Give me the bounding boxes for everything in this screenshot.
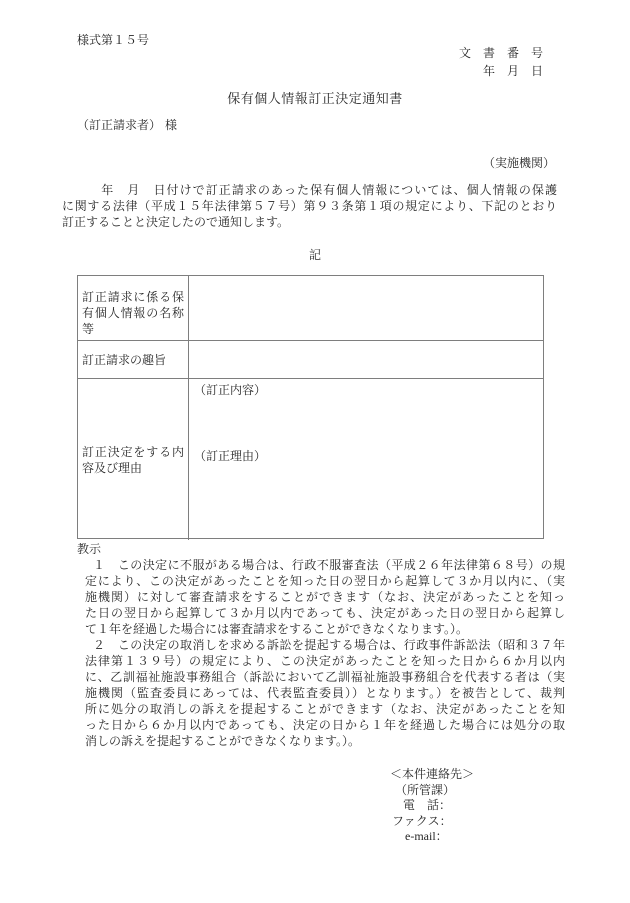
contact-department: （所管課）	[395, 782, 456, 797]
correction-content-label: （訂正内容）	[194, 383, 267, 397]
date-line: 年 月 日	[482, 64, 543, 78]
table-row1-value-cell	[189, 276, 543, 341]
document-number-block	[459, 44, 543, 80]
document-title: 保有個人情報訂正決定通知書	[227, 91, 403, 106]
table-row2-value-cell	[189, 341, 543, 379]
body-line: 年 月 日付けで訂正請求のあった保有個人情報については、個人情報の保護	[62, 183, 557, 197]
body-line: 訂正することと決定したので通知します。	[62, 215, 290, 229]
contact-fax-label: ファクス：	[392, 813, 452, 828]
body-paragraph	[62, 182, 557, 230]
form-number: 様式第１５号	[77, 33, 150, 47]
table-row3-value-cell	[189, 379, 543, 540]
record-marker: 記	[308, 248, 321, 262]
correction-reason-label: （訂正理由）	[194, 449, 267, 463]
table-row3-label: 訂正決定をする内 容及び理由	[78, 379, 189, 540]
issuer: （実施機関）	[482, 156, 555, 170]
addressee	[77, 116, 177, 133]
addressee-honorific: 様	[165, 118, 178, 132]
kyoji-item-1: １ この決定に不服がある場合は、行政不服審査法（平成２６年法律第６８号）の規 定により、この決定があったことを知った日の翌日から起算して３か月以内に、（実 施機関）に対して審査請求をすることができます（なお、決定があったことを知っ た日の翌日から起算して３か月以内であっても、決定があった日の翌日から起算し て１年を経過した場合には審査請求をすることができなくなります。）。	[85, 558, 565, 636]
contact-phone-label: 電 話：	[403, 798, 452, 812]
table-row2-label: 訂正請求の趣旨	[78, 341, 189, 379]
contact-email-label: e-mail：	[405, 829, 448, 843]
table-row1-label: 訂正請求に係る保 有個人情報の名称 等	[78, 276, 189, 341]
contact-block	[390, 767, 474, 845]
kyoji-heading: 教示	[77, 542, 102, 556]
kyoji-items	[85, 557, 565, 749]
body-line: に関する法律（平成１５年法律第５７号）第９３条第１項の規定により、下記のとおり	[62, 199, 557, 213]
kyoji-item-2: ２ この決定の取消しを求める訴訟を提起する場合は、行政事件訴訟法（昭和３７年 法律第１３９号）の規定により、この決定があったことを知った日から６か月以内 に、乙訓福祉施設事務組合（訴訟において乙訓福祉施設事務組合を代表する者は（実 施機関（監査委員にあっては、代表監査委員））となります。）を被告として、裁判 所に処分の取消しの訴えを提起することができます（なお、決定があったことを知 った日から６か月以内であっても、決定の日から１年を経過した場合には処分の取 消しの訴えを提起することができなくなります。）。	[85, 638, 565, 748]
contact-header: ＜本件連絡先＞	[390, 767, 475, 781]
notice-table	[77, 275, 544, 539]
addressee-label: （訂正請求者）	[77, 118, 162, 132]
document-number-line: 文 書 番 号	[458, 46, 543, 60]
